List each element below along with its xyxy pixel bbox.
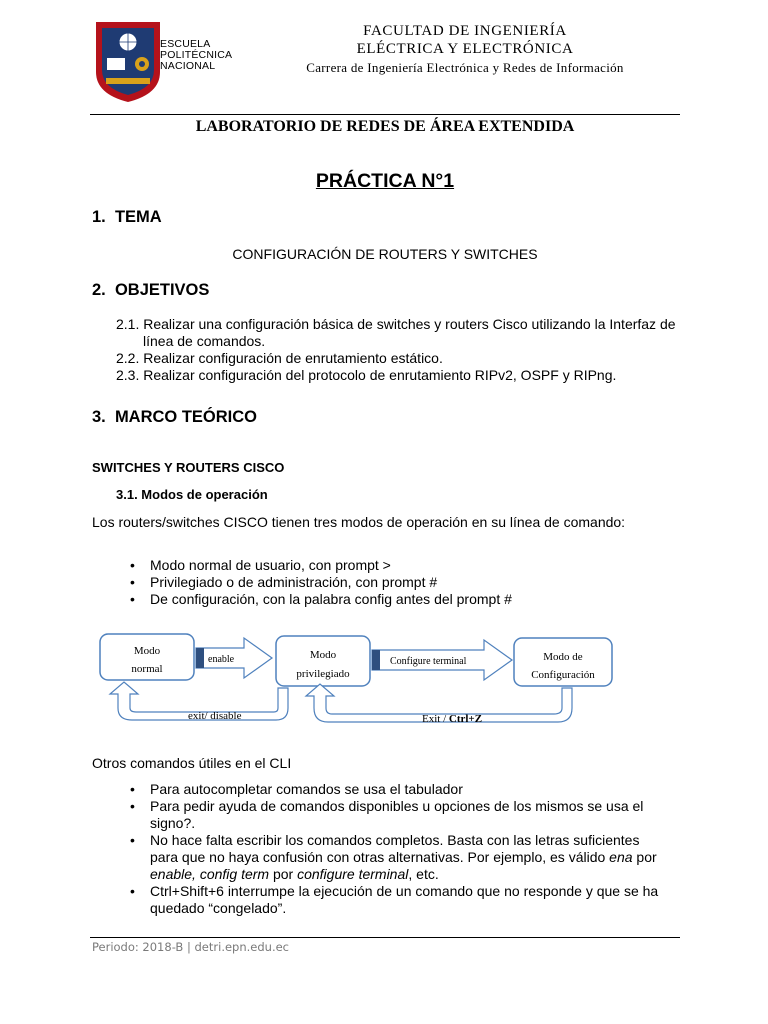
list-item: • Ctrl+Shift+6 interrumpe la ejecución de un comando que no responde y que se ha quedado “congelado”. xyxy=(118,883,678,917)
practice-title-text: PRÁCTICA N°1 xyxy=(315,170,455,192)
footer-text: Periodo: 2018-B | detri.epn.edu.ec xyxy=(92,940,290,954)
box-label: Modo xyxy=(309,649,337,661)
section-number: 1. xyxy=(92,208,106,226)
objective-item-cont: línea de comandos. xyxy=(143,333,266,349)
school-name-line: POLITÉCNICA xyxy=(160,49,233,61)
lab-title: LABORATORIO DE REDES DE ÁREA EXTENDIDA xyxy=(195,118,575,135)
school-name-line: NACIONAL xyxy=(160,60,216,72)
section-heading-tema xyxy=(92,208,162,227)
modes-list xyxy=(118,557,678,608)
career-line: Carrera de Ingeniería Electrónica y Redes de Información xyxy=(306,60,624,75)
footer-divider xyxy=(90,937,680,938)
box-label: normal xyxy=(131,663,163,675)
box-label: Configuración xyxy=(531,669,595,681)
faculty-line-2: ELÉCTRICA Y ELECTRÓNICA xyxy=(356,41,574,57)
arrow-label: enable xyxy=(208,654,235,665)
list-item: • Para autocompletar comandos se usa el tabulador xyxy=(118,781,678,798)
faculty-line-1: FACULTAD DE INGENIERÍA xyxy=(363,23,567,39)
box-label: privilegiado xyxy=(296,668,350,680)
arrow-shade xyxy=(196,648,204,668)
cli-tips-list xyxy=(118,781,678,917)
list-item: • Para pedir ayuda de comandos disponibles u opciones de los mismos se usa el signo?. xyxy=(118,798,678,832)
objective-item: 2.1. Realizar una configuración básica de switches y routers Cisco utilizando la Interfaz de xyxy=(116,316,676,332)
section-title: MARCO TEÓRICO xyxy=(114,408,258,426)
return-label: exit/ disable xyxy=(188,710,242,722)
subsection-modos: 3.1. Modos de operación xyxy=(116,487,268,502)
list-item: • Privilegiado o de administración, con prompt # xyxy=(118,574,678,591)
section-title: TEMA xyxy=(114,208,162,226)
topic-text: CONFIGURACIÓN DE ROUTERS Y SWITCHES xyxy=(232,246,538,262)
section-number: 2. xyxy=(92,281,106,299)
list-item: • Modo normal de usuario, con prompt > xyxy=(118,557,678,574)
modes-diagram xyxy=(92,628,682,728)
return-label: Exit / Ctrl+Z xyxy=(422,713,483,725)
cli-heading: Otros comandos útiles en el CLI xyxy=(92,755,292,771)
school-name-line: ESCUELA xyxy=(160,38,211,50)
arrow-label: Configure terminal xyxy=(390,656,467,667)
list-item: • De configuración, con la palabra config antes del prompt # xyxy=(118,591,678,608)
box-label: Modo xyxy=(133,645,161,657)
list-item: • No hace falta escribir los comandos completos. Basta con las letras suficientes para que no haya confusión con otras alternativas. Por ejemplo, es válido ena por enable, config term por configure terminal, etc. xyxy=(118,832,678,883)
objective-item: 2.3. Realizar configuración del protocolo de enrutamiento RIPv2, OSPF y RIPng. xyxy=(116,367,617,383)
section-heading-objetivos xyxy=(92,281,209,300)
subtitle-switches-routers: SWITCHES Y ROUTERS CISCO xyxy=(92,460,285,475)
epn-logo xyxy=(92,18,164,104)
section-heading-marco xyxy=(92,408,257,427)
section-number: 3. xyxy=(92,408,106,426)
modes-intro: Los routers/switches CISCO tienen tres modos de operación en su línea de comando: xyxy=(92,514,626,530)
section-title: OBJETIVOS xyxy=(114,281,210,299)
objectives-list xyxy=(116,316,686,384)
objective-item: 2.2. Realizar configuración de enrutamiento estático. xyxy=(116,350,443,366)
practice-title xyxy=(90,170,680,193)
header-divider xyxy=(90,114,680,115)
box-label: Modo de xyxy=(543,651,583,663)
arrow-shade xyxy=(372,650,380,670)
school-name xyxy=(160,39,232,72)
